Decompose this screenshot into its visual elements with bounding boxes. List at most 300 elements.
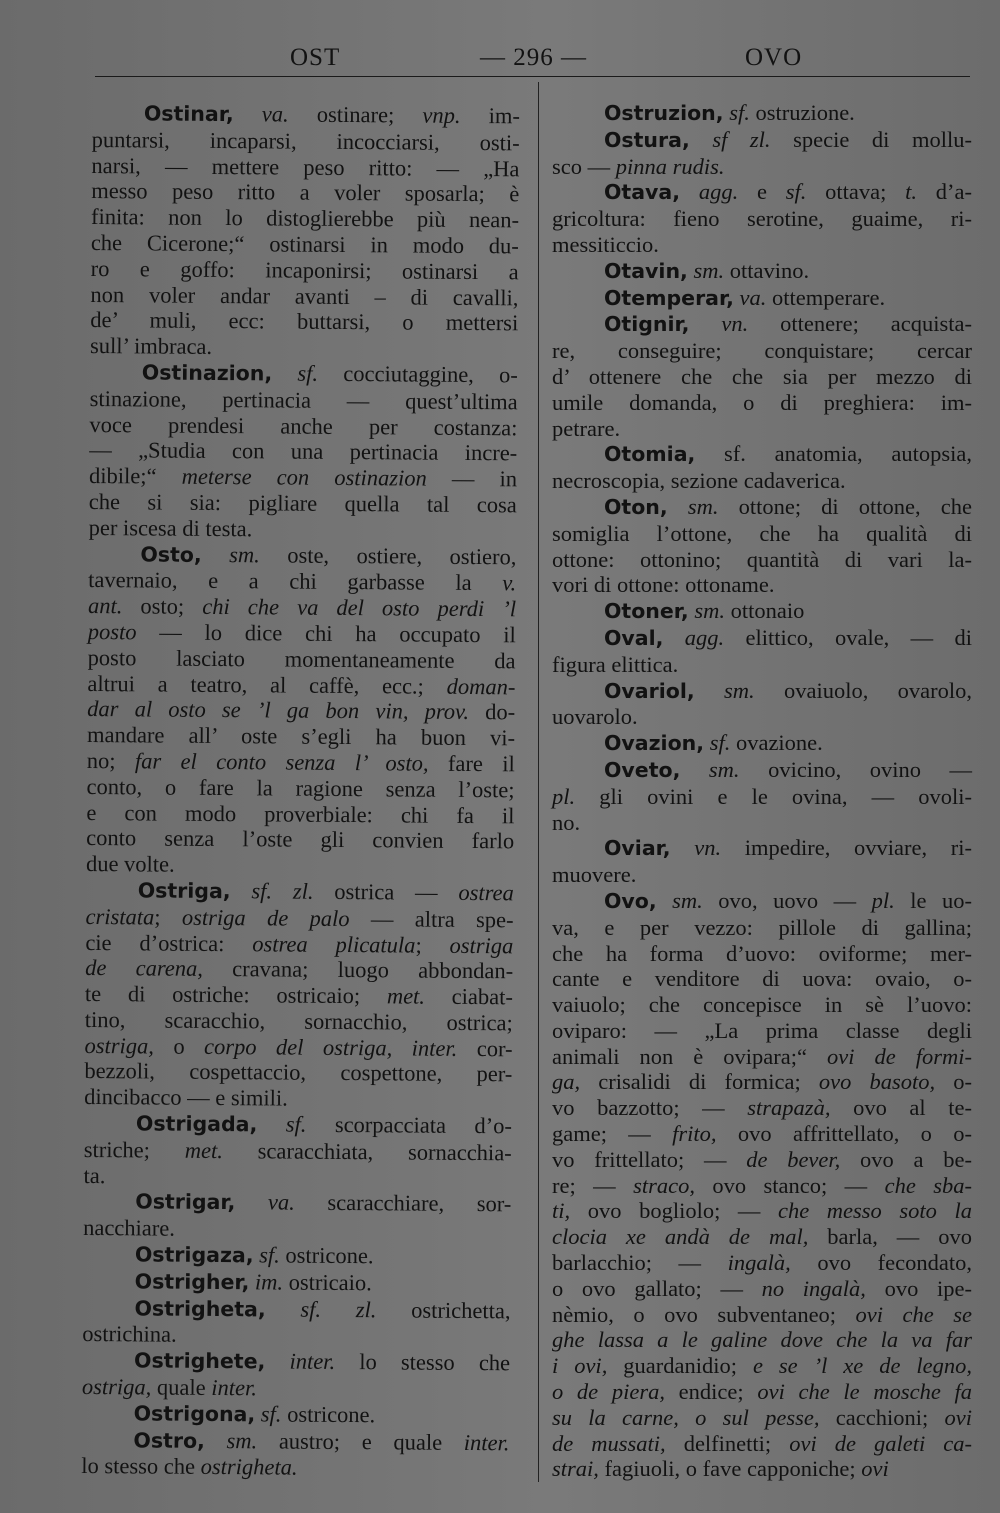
dictionary-entry [84,877,514,1114]
definition-text [657,888,673,913]
entry-line [89,515,517,544]
entry-line [90,282,518,311]
entry-line [89,463,517,492]
entry-line [552,915,972,941]
definition-text: ovazione. [730,730,823,756]
italic-text: meterse con ostinazion [181,463,427,491]
definition-text: scaracchiata, sornacchia- [222,1137,512,1166]
italic-text: doman- [446,673,516,699]
italic-text: no ingalà, [761,1275,866,1301]
headword: Ostruzion, [604,101,724,125]
definition-text: ovo fecondato, [790,1250,972,1276]
entry-line [552,1198,972,1224]
entry-line [87,774,515,803]
definition-text: dincibacco — e simili. [84,1084,288,1111]
entry-line [88,645,516,674]
headword: Otignir, [604,312,690,337]
headword: Otoner, [604,599,689,624]
definition-text: che Cicerone;“ ostinarsi in modo du- [90,229,519,259]
entry-line [91,204,519,233]
dictionary-entry [552,625,972,678]
definition-text: le uo- [894,887,973,913]
definition-text: vo bazzotto; — [552,1095,748,1121]
italic-text: v. [502,570,517,596]
definition-text: petrare. [552,415,621,441]
column-divider [538,82,539,1482]
entry-line [552,1405,972,1431]
definition-text: — „Studia con una pertinacia incre- [89,437,518,466]
italic-text: dar al osto se ’l ga bon vin, prov. [87,696,470,725]
entry-line [85,904,513,933]
entry-line [552,1302,972,1328]
definition-text: nacchiare. [83,1215,176,1241]
entry-line [87,722,515,751]
italic-text: sf. [709,730,731,756]
entry-line [84,1033,512,1062]
definition-text: voce prendesi anche per costanza: [89,411,518,440]
entry-line [552,1250,972,1276]
entry-line [90,359,518,389]
page-number: — 296 — [480,44,587,71]
entry-line [552,1327,972,1353]
definition-text: lo stesso che [81,1453,201,1480]
definition-text: messo peso ritto a voler sposarla; è [91,178,520,207]
dictionary-entry [552,494,972,598]
italic-text: strapazà, [747,1095,831,1121]
entry-line [88,567,516,596]
definition-text [205,1428,227,1453]
entry-line [552,810,972,836]
italic-text: va. [261,101,289,127]
definition-text: ostricone. [281,1401,376,1428]
italic-text: ga, [552,1069,581,1095]
dictionary-entry [83,1268,511,1298]
italic-text: pl. [871,887,895,913]
entry-line [82,1400,510,1430]
definition-text: quale [151,1374,212,1401]
italic-text: e se ’l xe de legno, [752,1353,972,1379]
definition-text [690,127,713,152]
definition-text [663,625,684,650]
dictionary-entry [552,757,972,835]
italic-text: chi che va del osto perdi ’l [202,594,517,622]
entry-line [89,489,517,518]
entry-line [86,799,514,828]
dictionary-entry [86,541,517,881]
entry-line [552,468,972,494]
definition-text: re, conseguire; conquistare; cercar [552,338,972,364]
entry-line [552,598,972,625]
dictionary-entry [552,100,972,127]
italic-text: sf. [285,1111,307,1137]
definition-text [695,678,724,703]
definition-text: narsi, — mettere peso ritto: — „Ha [91,152,520,181]
definition-text: bezzoli, cospettaccio, cospettone, per- [84,1058,513,1087]
entry-line [552,941,972,967]
definition-text: e [738,179,786,205]
definition-text: tavernaio, e a chi garbasse la [88,567,503,596]
entry-line [552,547,972,573]
entry-line [91,178,519,207]
entry-line [552,100,972,127]
entry-line [552,494,972,521]
italic-text: ovi che le mosche fa [757,1379,972,1405]
entry-line [85,929,513,958]
entry-line [90,333,518,362]
entry-line [552,258,972,285]
entry-line [552,1456,972,1482]
headword: Ostinazion, [141,360,273,386]
dictionary-entry [552,127,972,180]
entry-line [90,307,518,336]
dictionary-entry [89,359,518,544]
definition-text: cacchioni; [819,1404,945,1430]
italic-text: sf. [729,100,750,125]
definition-text: ottemperare. [766,284,886,310]
headword: Oviar, [604,836,671,861]
dictionary-entry [83,1188,511,1244]
definition-text: va, e per vezzo: pillole di gallina; [552,914,972,940]
entry-line [552,179,972,206]
italic-text: clocia xe andà de mal, [552,1224,809,1250]
headword: Ostrigona, [133,1401,256,1427]
entry-line [552,1353,972,1379]
definition-text: vo frittellato; — [552,1146,747,1172]
headword: Oton, [604,494,668,519]
definition-text: conto senza l’oste gli convien farlo [86,825,515,854]
entry-line [552,1379,972,1405]
definition-text: cor- [457,1035,513,1062]
italic-text: frito, [672,1121,717,1147]
headword: Ovariol, [604,678,695,703]
dictionary-entry [90,100,520,362]
italic-text: de carena, [85,955,204,982]
definition-text: barla, — ovo [808,1224,972,1250]
italic-text: corpo del ostriga, inter. [203,1033,458,1061]
definition-text: crisalidi di formica; [580,1069,819,1095]
italic-text: ostriga [449,932,514,958]
headword: Ovazion, [604,731,705,756]
definition-text: ostrichina. [82,1321,177,1348]
entry-line [552,757,972,784]
italic-text: ghe lassa a le galine dove che la va far [552,1327,972,1353]
entry-line [88,619,516,648]
definition-text: ovaiuolo, ovarolo, [754,677,972,703]
italic-text: ostrea [458,879,514,906]
definition-text: ovo a be- [840,1146,973,1172]
definition-text [234,101,262,126]
definition-text: — in [426,465,518,492]
definition-text: no; [86,747,136,774]
definition-text: necroscopia, sezione cadaverica. [552,468,846,494]
definition-text: ta. [83,1162,106,1188]
dictionary-entry [552,441,972,494]
dictionary-entry [552,730,972,757]
definition-text [272,360,297,385]
definition-text: ostinare; [288,101,423,128]
entry-line [91,153,519,182]
definition-text: lo stesso che [335,1349,511,1376]
italic-text: agg. [698,179,739,205]
headword: Osto, [140,541,202,567]
definition-text: ovo affrittellato, o o- [716,1121,972,1147]
definition-text [680,757,709,782]
italic-text: ovi [944,1404,972,1430]
italic-text: sm. [694,598,725,624]
entry-line [83,1241,511,1271]
definition-text: mandare all’ oste s’egli ha buon vi- [86,722,516,751]
definition-text: te di ostriche: ostricaio; [84,981,387,1009]
entry-line [92,100,520,130]
headword: Ostrigher, [134,1269,250,1295]
entry-line [552,572,972,598]
headword: Otomia, [604,442,696,467]
definition-text: impedire, ovviare, ri- [721,835,972,861]
definition-text: osto; [122,593,203,620]
definition-text: cocciutaggine, o- [317,360,518,388]
entry-line [552,232,972,258]
entry-line [84,1058,512,1087]
definition-text: posto lasciato momentaneamente da [87,644,516,674]
entry-line [89,412,517,441]
italic-text: ovi de formi- [826,1043,972,1069]
headword: Ostrigar, [135,1189,236,1215]
definition-text [689,311,721,336]
definition-text: fagiuoli, o fave capponiche; [598,1456,862,1482]
italic-text: che sba- [884,1172,972,1198]
entry-line [552,704,972,730]
entry-line [86,851,514,880]
definition-text: ottavino. [724,257,810,283]
italic-text: ingalà, [727,1250,791,1276]
italic-text: strai, [552,1456,599,1482]
entry-line [552,521,972,547]
entry-line [84,1084,512,1113]
entry-line [552,154,972,180]
entry-line [552,206,972,232]
entry-line [552,1173,972,1199]
dictionary-entry [552,835,972,888]
definition-text: puntarsi, incaparsi, incocciarsi, osti- [91,126,520,156]
dictionary-entry [82,1400,510,1430]
italic-text: vnp. [422,102,461,128]
definition-text: cante e venditore di uova: ovaio, o- [552,966,972,992]
entry-line [552,678,972,705]
entry-line [552,1069,972,1095]
definition-text: muovere. [552,862,637,888]
entry-line [552,1095,972,1121]
definition-text: ro e goffo: incaponirsi; ostinarsi a [90,255,519,285]
definition-text: stinazione, pertinacia — quest’ultima [89,385,518,415]
definition-text: — altra spe- [349,905,514,933]
definition-text: oste, ostiere, ostiero, [259,541,517,569]
definition-text [231,878,252,903]
italic-text: sm. [708,756,740,782]
italic-text: sf. zl. [300,1296,377,1322]
definition-text: vaiuolo; che concepisce in sè l’uovo: [552,992,972,1018]
italic-text: vn. [721,311,749,337]
entry-line [552,1044,972,1070]
definition-text: guardanidio; [607,1353,753,1379]
header-left-guideword: OST [290,44,341,71]
italic-text: o de piera, [552,1379,665,1405]
definition-text: ; [415,932,450,958]
entry-line [86,877,514,907]
italic-text: sm. [672,887,703,913]
entry-line [552,730,972,757]
italic-text: ostriga de palo [181,904,350,931]
dictionary-entry [81,1427,509,1483]
definition-text: d’a- [917,179,972,205]
definition-text: ostricone. [279,1242,374,1269]
italic-text: sm. [693,257,725,283]
italic-text: che messo soto la [778,1198,972,1224]
italic-text: i ovi, [552,1353,608,1379]
entry-line [82,1347,510,1377]
entry-line [91,230,519,259]
italic-text: sm. [687,493,719,519]
definition-text: specie di mollu- [770,126,973,152]
italic-text: ovi [861,1456,889,1482]
definition-text: ovo ipe- [865,1275,972,1301]
italic-text: sf. zl. [251,878,314,904]
definition-text: dibile;“ [88,463,182,489]
headword: Ostriga, [137,878,231,904]
entry-line [82,1374,510,1403]
italic-text: posto [87,618,137,645]
italic-text: sm. [724,677,755,703]
definition-text: che si sia: pigliare quella tal cosa [88,488,517,518]
definition-text [668,494,688,519]
italic-text: su la carne, o sul pesse, [552,1404,820,1430]
definition-text [265,1349,289,1374]
definition-text: somiglia l’ottone, che ha qualità di [552,520,972,546]
left-column [81,100,520,1483]
entry-line [552,1431,972,1457]
italic-text: inter. [463,1429,510,1455]
definition-text: delfinetti; [665,1430,790,1456]
definition-text: uovarolo. [552,704,638,730]
italic-text: agg. [684,624,725,650]
italic-text: de bever, [746,1146,841,1172]
italic-text: inter. [289,1348,336,1375]
definition-text: umile domanda, o di preghiera: im- [552,389,972,415]
definition-text: ciabat- [424,983,514,1010]
entry-line [84,1137,512,1166]
entry-line [82,1295,510,1325]
dictionary-entry [83,1241,511,1271]
definition-text: nèmio, o ovo subventaneo; [552,1301,856,1327]
italic-text: pinna rudis. [615,153,725,179]
definition-text: im- [460,102,520,129]
definition-text: sco — [552,153,616,179]
italic-text: far el conto senza l’ osto, [134,748,429,776]
entry-line [83,1188,511,1218]
italic-text: ovi de galeti ca- [789,1430,972,1456]
headword: Ostinar, [143,101,234,127]
dictionary-entry [552,888,972,1482]
definition-text: de’ muli, ecc: buttarsi, o mettersi [90,307,519,336]
definition-text [202,541,230,566]
definition-text: striche; [83,1136,185,1163]
headword: Ostura, [604,127,690,152]
entry-line [552,416,972,442]
entry-line [552,364,972,390]
entry-line [85,981,513,1010]
definition-text: ottone: ottonino; quantità di vari la- [552,546,972,572]
entry-line [85,955,513,984]
definition-text: ottava; [806,179,906,205]
definition-text: sf. anatomia, autopsia, [695,441,972,467]
definition-text: ovo al te- [830,1095,972,1121]
headword: Ostrigheta, [134,1296,266,1322]
definition-text: messiticcio. [552,231,659,257]
entry-line [84,1110,512,1140]
definition-text: austro; e quale [257,1427,464,1455]
entry-line [81,1427,509,1457]
italic-text: ant. [87,593,123,619]
entry-line [552,441,972,468]
italic-text: met. [184,1137,224,1163]
definition-text: re; — [552,1172,634,1198]
dictionary-entry [552,258,972,285]
definition-text: e con modo proverbiale: chi fa il [86,799,515,828]
italic-text: met. [386,983,426,1009]
entry-line [91,256,519,285]
definition-text: scorpacciata d’o- [306,1111,513,1139]
italic-text: ovo basoto, [818,1069,936,1095]
definition-text: elittico, ovale, — di [724,624,972,650]
entry-line [552,338,972,364]
definition-text: ostrica — [313,878,459,905]
italic-text: t. [905,179,917,205]
entry-line [552,784,972,810]
italic-text: sf zl. [712,126,771,152]
entry-line [83,1268,511,1298]
entry-line [552,966,972,992]
definition-text: per iscesa di testa. [88,514,253,542]
definition-text: oviparo: — „La prima classe degli [552,1017,972,1043]
entry-line [552,285,972,312]
italic-text: sf. [297,360,319,386]
definition-text: ostruzione. [749,100,855,125]
dictionary-entry [552,598,972,625]
entry-line [87,696,515,725]
definition-text [235,1190,268,1215]
italic-text: ostriga, [84,1032,155,1059]
definition-text: finita: non lo distoglierebbe più nean- [90,204,520,233]
entry-line [552,1276,972,1302]
italic-text: inter. [211,1375,258,1401]
header-right-guideword: OVO [745,44,803,71]
italic-text: ti, [552,1198,571,1224]
definition-text: ; [154,904,183,930]
italic-text: va. [267,1189,295,1216]
definition-text: non voler andar avanti – di cavalli, [90,281,519,310]
definition-text: animali non è ovipara;“ [552,1043,827,1069]
definition-text: ovo stanco; — [694,1172,885,1198]
dictionary-entry [552,311,972,441]
entry-line [83,1215,511,1244]
definition-text: ottone; di ottone, che [718,493,972,519]
definition-text: ostricaio. [283,1269,372,1296]
definition-text: fare il [428,750,515,777]
dictionary-entry [82,1347,510,1403]
italic-text: sm. [229,541,260,567]
definition-text: tino, scaracchio, sornacchio, ostrica; [84,1006,513,1036]
definition-text: do- [468,699,516,725]
entry-line [81,1453,509,1482]
